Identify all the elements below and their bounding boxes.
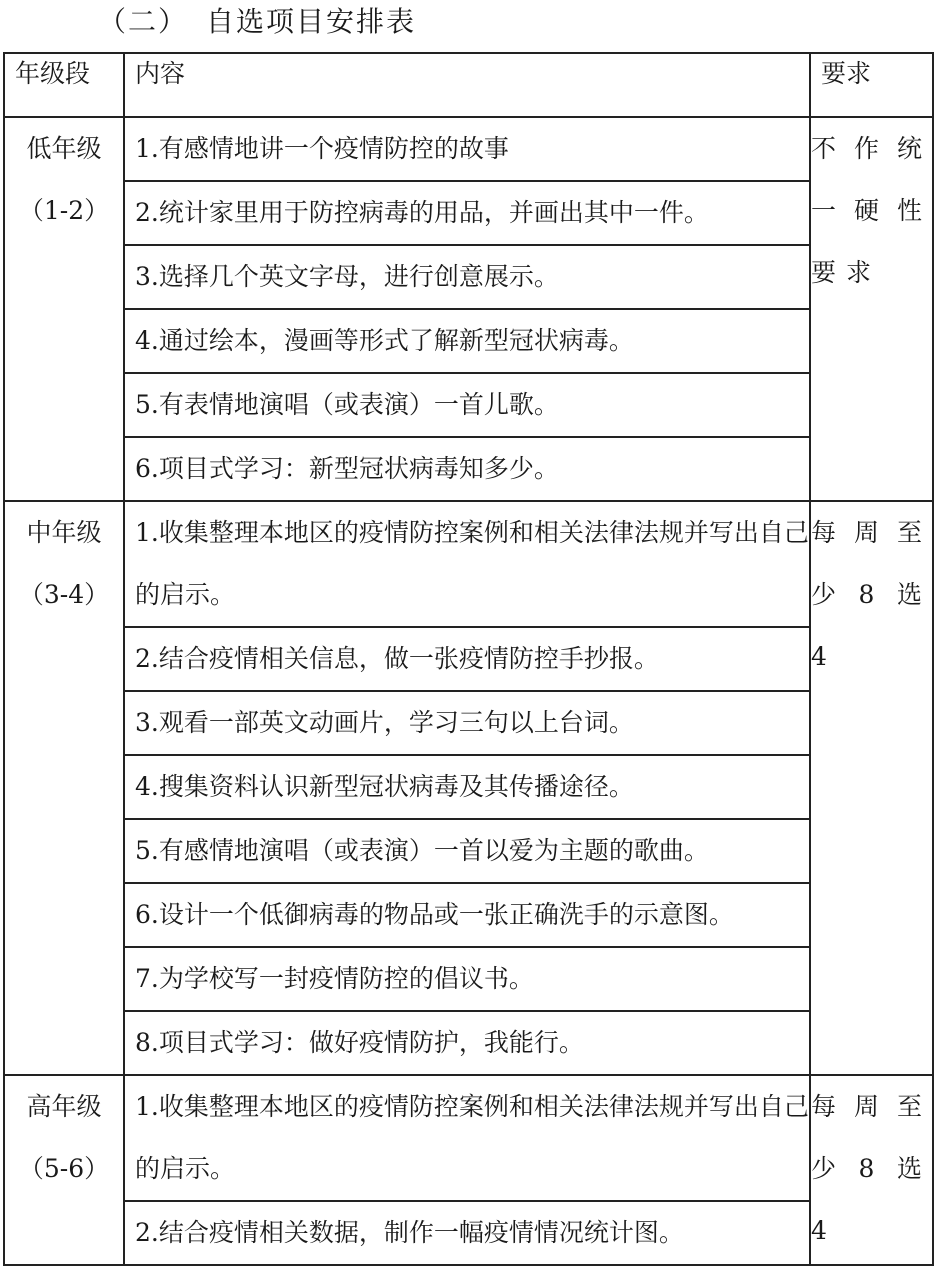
grade-range: （3-4） — [18, 580, 110, 609]
table-row — [4, 819, 933, 883]
content-cell: 5.有感情地演唱（或表演）一首以爱为主题的歌曲。 — [124, 819, 810, 883]
content-cell: 1.收集整理本地区的疫情防控案例和相关法律法规并写出自己的启示。 — [124, 1075, 810, 1201]
section-title — [98, 0, 416, 44]
requirement-cell: 每周至少8选4 — [810, 1075, 933, 1265]
content-cell: 4.搜集资料认识新型冠状病毒及其传播途径。 — [124, 755, 810, 819]
content-cell: 4.通过绘本，漫画等形式了解新型冠状病毒。 — [124, 309, 810, 373]
grade-cell-low — [4, 117, 124, 501]
content-cell: 2.结合疫情相关信息，做一张疫情防控手抄报。 — [124, 627, 810, 691]
table-row — [4, 1075, 933, 1201]
content-cell: 7.为学校写一封疫情防控的倡议书。 — [124, 947, 810, 1011]
content-cell: 6.项目式学习：新型冠状病毒知多少。 — [124, 437, 810, 501]
header-content: 内容 — [124, 53, 810, 117]
content-cell: 1.收集整理本地区的疫情防控案例和相关法律法规并写出自己的启示。 — [124, 501, 810, 627]
table-header-row — [4, 53, 933, 117]
header-grade: 年级段 — [4, 53, 124, 117]
content-cell: 2.结合疫情相关数据，制作一幅疫情情况统计图。 — [124, 1201, 810, 1265]
content-cell: 5.有表情地演唱（或表演）一首儿歌。 — [124, 373, 810, 437]
content-cell: 2.统计家里用于防控病毒的用品，并画出其中一件。 — [124, 181, 810, 245]
content-cell: 1.有感情地讲一个疫情防控的故事 — [124, 117, 810, 181]
grade-name: 高年级 — [26, 1092, 102, 1121]
requirement-cell: 不作统一硬性要求 — [810, 117, 933, 501]
grade-cell-mid — [4, 501, 124, 1075]
content-cell: 3.选择几个英文字母，进行创意展示。 — [124, 245, 810, 309]
table-row — [4, 691, 933, 755]
content-cell: 8.项目式学习：做好疫情防护，我能行。 — [124, 1011, 810, 1075]
table-row — [4, 1201, 933, 1265]
table-row — [4, 883, 933, 947]
grade-range: （5-6） — [18, 1154, 110, 1183]
requirement-cell: 每周至少8选4 — [810, 501, 933, 1075]
table-row — [4, 627, 933, 691]
section-title-text: 自选项目安排表 — [206, 5, 417, 38]
table-row — [4, 373, 933, 437]
table-row — [4, 245, 933, 309]
table-row — [4, 181, 933, 245]
table-row — [4, 1011, 933, 1075]
table-row — [4, 309, 933, 373]
grade-name: 低年级 — [26, 134, 102, 163]
table-row — [4, 437, 933, 501]
table-row — [4, 947, 933, 1011]
grade-cell-high — [4, 1075, 124, 1265]
content-cell: 3.观看一部英文动画片，学习三句以上台词。 — [124, 691, 810, 755]
table-row — [4, 501, 933, 627]
schedule-table — [3, 52, 934, 1266]
grade-range: （1-2） — [18, 196, 110, 225]
grade-name: 中年级 — [26, 518, 102, 547]
table-row — [4, 755, 933, 819]
table-row — [4, 117, 933, 181]
section-number: （二） — [98, 5, 189, 38]
content-cell: 6.设计一个低御病毒的物品或一张正确洗手的示意图。 — [124, 883, 810, 947]
header-requirement: 要求 — [810, 53, 933, 117]
